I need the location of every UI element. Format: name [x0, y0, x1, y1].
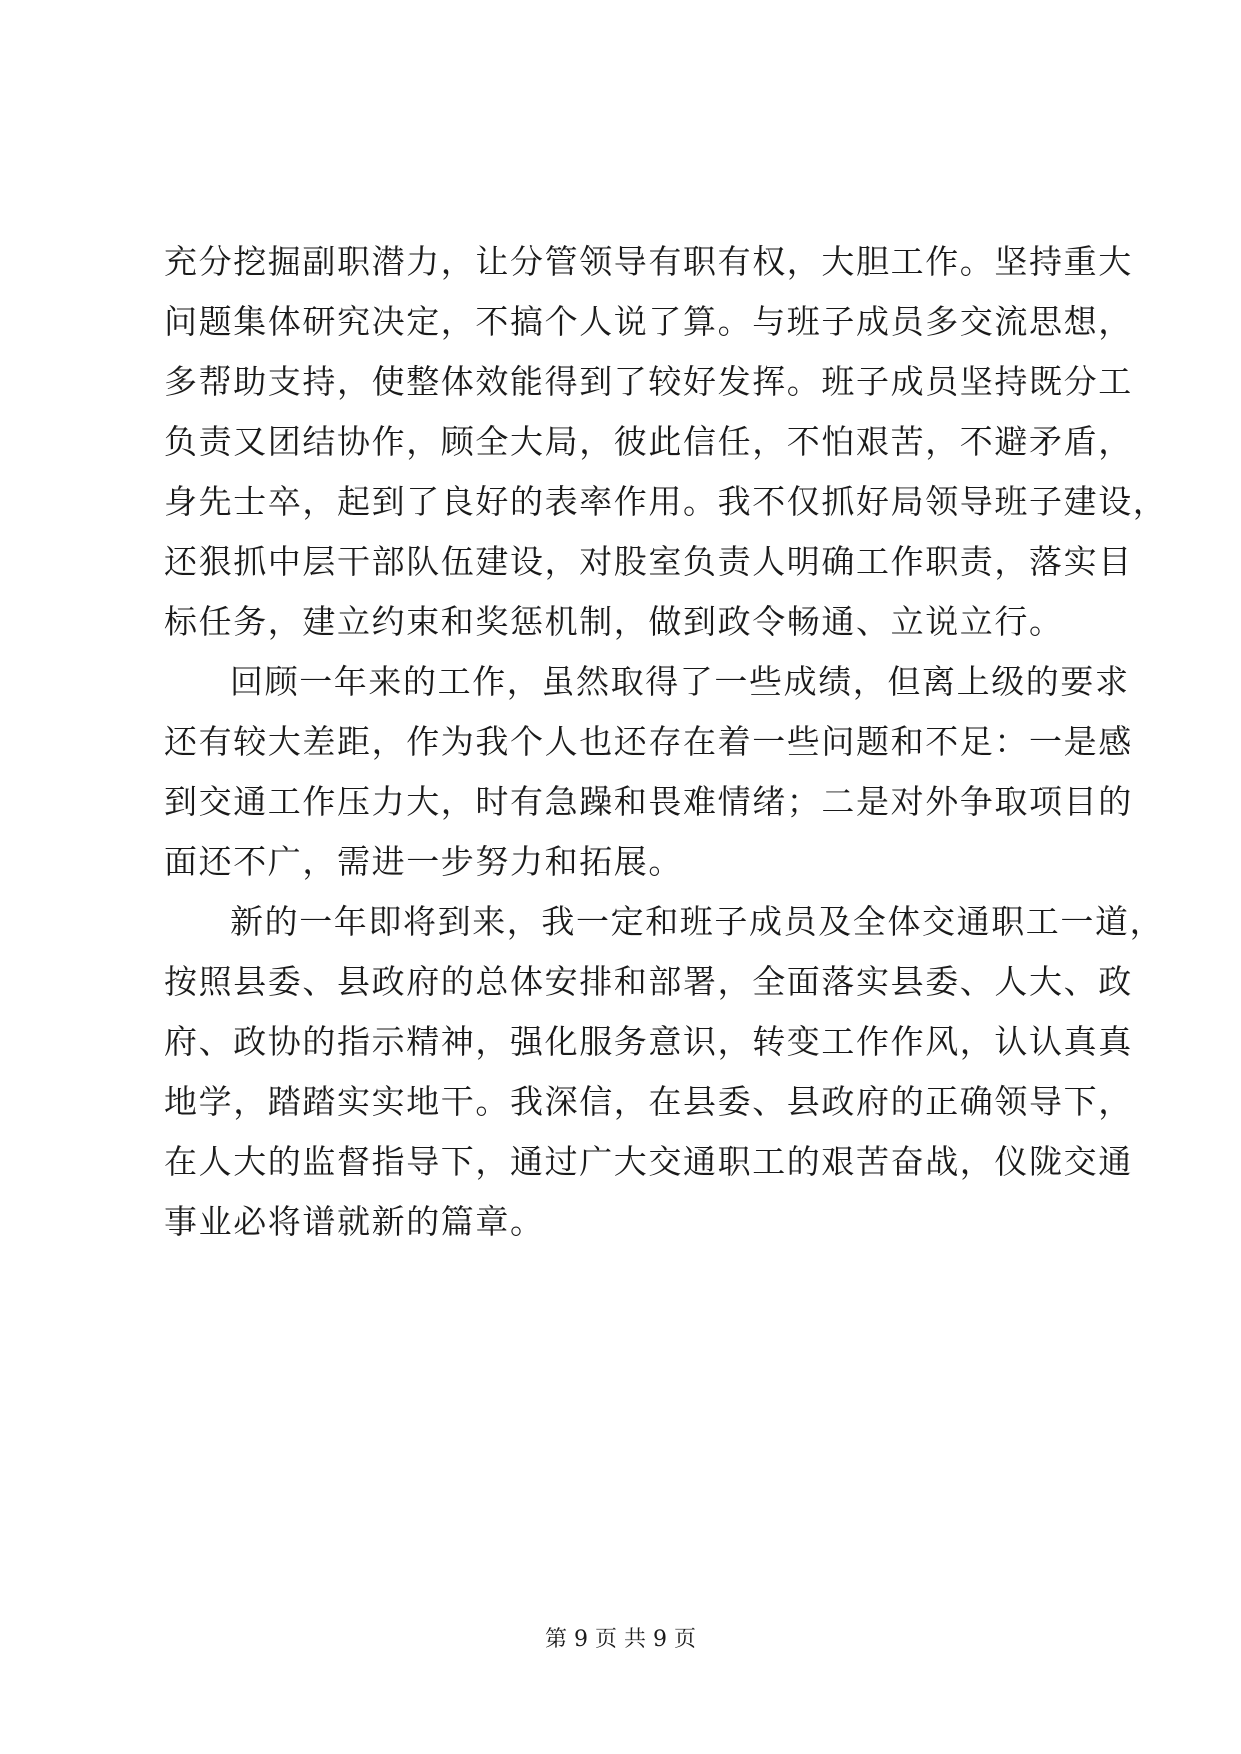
paragraph-1-line-3: 多帮助支持，使整体效能得到了较好发挥。班子成员坚持既分工 [164, 362, 1133, 401]
paragraph-2-line-1: 回顾一年来的工作，虽然取得了一些成绩，但离上级的要求 [230, 662, 1130, 701]
paragraph-2-line-3: 到交通工作压力大，时有急躁和畏难情绪；二是对外争取项目的 [164, 782, 1133, 821]
paragraph-3-line-2: 按照县委、县政府的总体安排和部署，全面落实县委、人大、政 [164, 962, 1133, 1001]
paragraph-3-line-6: 事业必将谱就新的篇章。 [164, 1202, 545, 1241]
paragraph-3-line-3: 府、政协的指示精神，强化服务意识，转变工作作风，认认真真 [164, 1022, 1133, 1061]
paragraph-1-line-6: 还狠抓中层干部队伍建设，对股室负责人明确工作职责，落实目 [164, 542, 1133, 581]
paragraph-1-line-4: 负责又团结协作，顾全大局，彼此信任，不怕艰苦，不避矛盾， [164, 422, 1133, 461]
paragraph-2-line-4: 面还不广，需进一步努力和拓展。 [164, 842, 683, 881]
paragraph-3-line-4: 地学，踏踏实实地干。我深信，在县委、县政府的正确领导下， [164, 1082, 1133, 1121]
paragraph-1-line-7: 标任务，建立约束和奖惩机制，做到政令畅通、立说立行。 [164, 602, 1064, 641]
paragraph-1-line-1: 充分挖掘副职潜力，让分管领导有职有权，大胆工作。坚持重大 [164, 242, 1133, 281]
paragraph-1-line-2: 问题集体研究决定，不搞个人说了算。与班子成员多交流思想， [164, 302, 1133, 341]
page-footer: 第 9 页 共 9 页 [545, 1627, 696, 1652]
paragraph-1-line-5: 身先士卒，起到了良好的表率作用。我不仅抓好局领导班子建设， [164, 482, 1168, 521]
paragraph-3-line-1: 新的一年即将到来，我一定和班子成员及全体交通职工一道， [230, 902, 1165, 941]
paragraph-2-line-2: 还有较大差距，作为我个人也还存在着一些问题和不足：一是感 [164, 722, 1133, 761]
paragraph-3-line-5: 在人大的监督指导下，通过广大交通职工的艰苦奋战，仪陇交通 [164, 1142, 1133, 1181]
body-text [164, 232, 1168, 1252]
